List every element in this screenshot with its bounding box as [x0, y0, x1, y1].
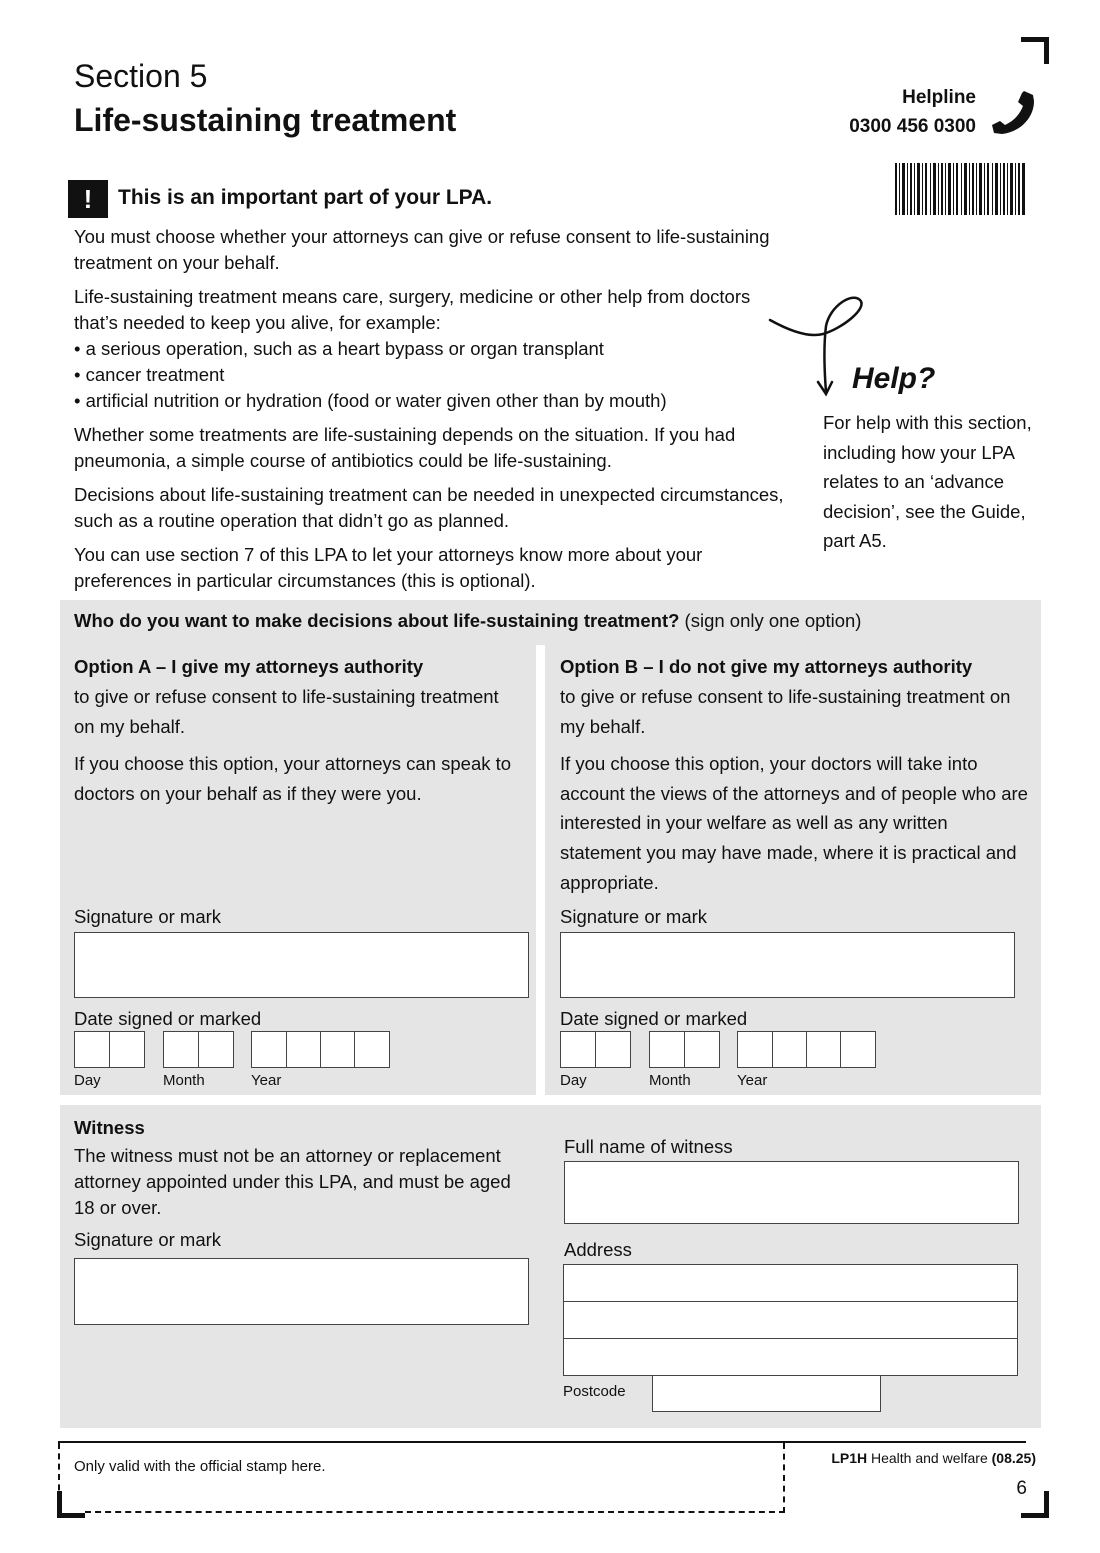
witness-title: Witness [74, 1117, 145, 1138]
warning-title: This is an important part of your LPA. [118, 186, 493, 209]
year-digit-box[interactable] [354, 1031, 390, 1068]
stamp-area-border [58, 1443, 60, 1511]
witness-address-line-3[interactable] [563, 1338, 1018, 1376]
option-a-text: If you choose this option, your attorneys can speak to doctors on your behalf as if they were you. [74, 753, 512, 804]
option-b [560, 652, 1030, 905]
page-title: Life-sustaining treatment [74, 102, 457, 138]
witness-full-name-label: Full name of witness [564, 1136, 733, 1157]
day-digit-box[interactable] [74, 1031, 110, 1068]
witness-address-line-2[interactable] [563, 1301, 1018, 1339]
option-a-line: to give or refuse consent to life-sustaining treatment on my behalf. [74, 686, 499, 737]
helpline-number: 0300 456 0300 [849, 116, 976, 137]
witness-signature-label: Signature or mark [74, 1229, 222, 1250]
year-digit-box[interactable] [772, 1031, 808, 1068]
year-digit-box[interactable] [251, 1031, 287, 1068]
month-label: Month [649, 1072, 691, 1089]
option-b-signature-label: Signature or mark [560, 906, 708, 927]
witness-address-line-1[interactable] [563, 1264, 1018, 1302]
day-digit-box[interactable] [109, 1031, 145, 1068]
helpline-label: Helpline [902, 87, 976, 108]
intro-paragraph: Life-sustaining treatment means care, surgery, medicine or other help from doctors that’s needed to keep you alive, for example: [74, 286, 751, 333]
phone-icon [990, 88, 1038, 136]
question-text: Who do you want to make decisions about life-sustaining treatment? [74, 610, 680, 631]
option-b-title: Option B – I do not give my attorneys authority [560, 656, 973, 677]
witness-full-name-field[interactable] [564, 1161, 1019, 1224]
year-digit-box[interactable] [840, 1031, 876, 1068]
crop-mark-top-right [1021, 37, 1049, 64]
form-name: Health and welfare [867, 1450, 992, 1466]
day-digit-box[interactable] [595, 1031, 631, 1068]
witness-postcode-field[interactable] [652, 1375, 881, 1412]
option-a-date-label: Date signed or marked [74, 1008, 262, 1029]
postcode-label: Postcode [563, 1383, 626, 1400]
form-code: LP1H [831, 1450, 868, 1466]
day-label: Day [74, 1072, 101, 1089]
month-digit-box[interactable] [198, 1031, 234, 1068]
help-text: For help with this section, including how your LPA relates to an ‘advance decision’, see the Guide, part A5. [823, 412, 1032, 552]
day-digit-box[interactable] [560, 1031, 596, 1068]
intro-paragraph: Whether some treatments are life-sustaining depends on the situation. If you had pneumonia, a simple course of antibiotics could be life-sustaining. [74, 424, 736, 471]
month-digit-box[interactable] [163, 1031, 199, 1068]
option-b-line: to give or refuse consent to life-sustaining treatment on my behalf. [560, 686, 1011, 737]
intro-paragraph: Decisions about life-sustaining treatment can be needed in unexpected circumstances, such as a routine operation that didn’t go as planned. [74, 484, 784, 531]
year-digit-box[interactable] [320, 1031, 356, 1068]
day-label: Day [560, 1072, 587, 1089]
intro-paragraph: You can use section 7 of this LPA to let your attorneys know more about your preferences in particular circumstances (this is optional). [74, 544, 703, 591]
option-a-signature-label: Signature or mark [74, 906, 222, 927]
year-digit-box[interactable] [806, 1031, 842, 1068]
intro-text [74, 224, 789, 602]
footer-divider [58, 1441, 1026, 1443]
year-digit-box[interactable] [737, 1031, 773, 1068]
option-a [74, 652, 524, 816]
month-label: Month [163, 1072, 205, 1089]
list-item: • artificial nutrition or hydration (food or water given other than by mouth) [74, 388, 789, 414]
option-b-date-label: Date signed or marked [560, 1008, 748, 1029]
exclamation-icon: ! [68, 180, 108, 218]
witness-signature-box[interactable] [74, 1258, 529, 1325]
page-number: 6 [1016, 1478, 1027, 1499]
stamp-area-border [783, 1443, 785, 1513]
question-note: (sign only one option) [679, 610, 862, 631]
witness-text: The witness must not be an attorney or replacement attorney appointed under this LPA, and must be aged 18 or over. [74, 1145, 511, 1218]
option-b-text: If you choose this option, your doctors will take into account the views of the attorneys and of people who are interested in your welfare as well as any written statement you may have made, where it is practical and appropriate. [560, 753, 1028, 893]
option-a-date-fields [74, 1031, 394, 1068]
year-label: Year [737, 1072, 768, 1089]
crop-mark-bottom-left [57, 1491, 85, 1518]
option-b-date-fields [560, 1031, 880, 1068]
option-b-signature-box[interactable] [560, 932, 1015, 998]
month-digit-box[interactable] [684, 1031, 720, 1068]
barcode-icon [895, 163, 1025, 215]
stamp-note: Only valid with the official stamp here. [74, 1458, 326, 1475]
stamp-area-border [85, 1511, 785, 1513]
form-reference [831, 1450, 1036, 1466]
form-version: (08.25) [991, 1450, 1036, 1466]
intro-paragraph: You must choose whether your attorneys can give or refuse consent to life-sustaining treatment on your behalf. [74, 226, 770, 273]
option-a-title: Option A – I give my attorneys authority [74, 656, 424, 677]
treatment-examples-list [74, 336, 789, 414]
decision-question [74, 610, 861, 632]
help-title: Help? [852, 362, 936, 395]
year-digit-box[interactable] [286, 1031, 322, 1068]
year-label: Year [251, 1072, 282, 1089]
option-a-signature-box[interactable] [74, 932, 529, 998]
list-item: • cancer treatment [74, 362, 789, 388]
witness-address-label: Address [564, 1239, 632, 1260]
month-digit-box[interactable] [649, 1031, 685, 1068]
section-number: Section 5 [74, 58, 208, 94]
list-item: • a serious operation, such as a heart bypass or organ transplant [74, 336, 789, 362]
